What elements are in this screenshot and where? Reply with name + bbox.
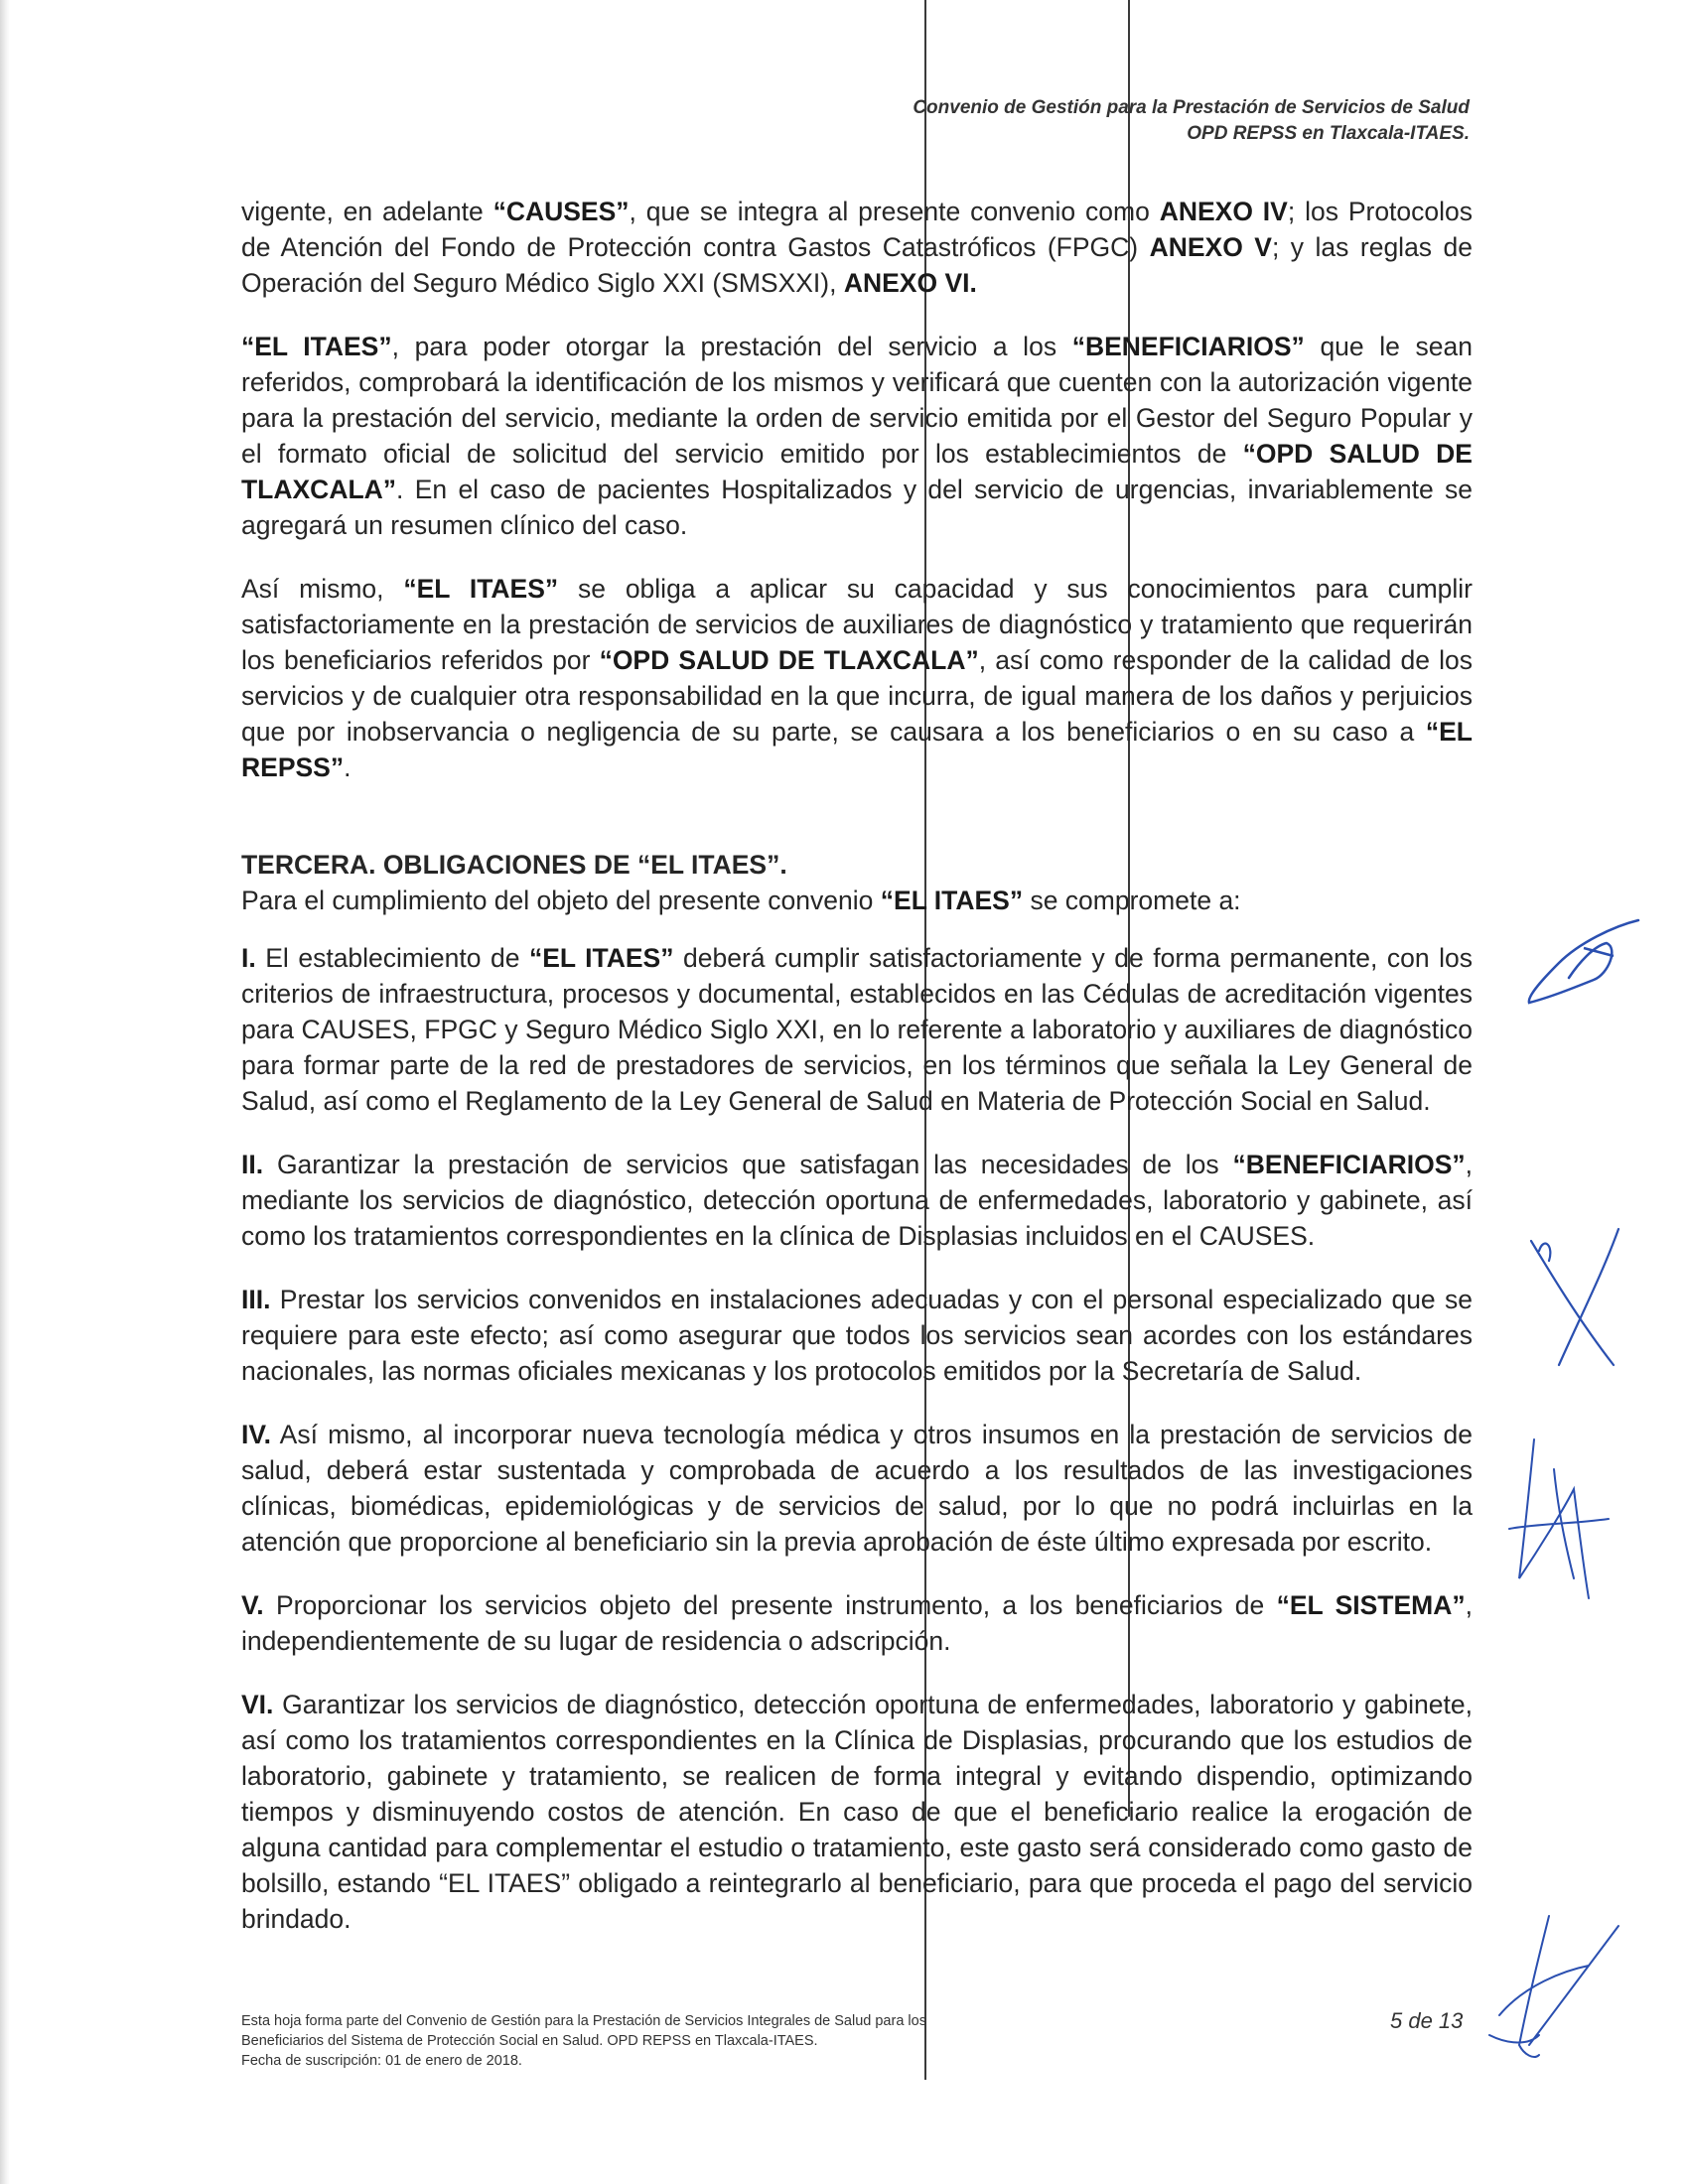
text-run: ; los Protocolos de Atención del Fondo de Protección contra Gastos Catastróficos (FPGC) — [241, 197, 1474, 262]
item-numeral: V. — [241, 1590, 264, 1620]
section-lead — [241, 883, 1473, 918]
item-numeral: IV. — [241, 1420, 271, 1449]
text-run: se compromete a: — [1023, 886, 1241, 915]
header-title: Convenio de Gestión para la Prestación de Servicios de Salud — [913, 97, 1470, 118]
section-heading: TERCERA. OBLIGACIONES DE “EL ITAES”. — [241, 850, 787, 880]
bold-run: “OPD SALUD DE TLAXCALA” — [241, 439, 1473, 504]
text-run: deberá cumplir satisfactoriamente y de forma permanente, con los criterios de infraestructura, procesos y documental, establecidos en las Cédulas de acreditación vigentes para CAUSES, FPGC y Seguro Médico Siglo XXI, en lo referente a laboratorio y auxiliares de diagnóstico para formar parte de la red de prestadores de servicios, en los términos que señala la Ley General de Salud, así como el Reglamento de la Ley General de Salud en Materia de Protección Social en Salud. — [241, 943, 1473, 1116]
footer-line: Beneficiarios del Sistema de Protección Social en Salud. OPD REPSS en Tlaxcala-ITAES. — [241, 2033, 818, 2049]
initials-signature-1 — [1519, 908, 1648, 1008]
text-run: Así mismo, al incorporar nueva tecnología médica y otros insumos en la prestación de servicios de salud, deberá estar sustentada y comprobada de acuerdo a los resultados de las investigaciones clínicas, biomédicas, epidemiológicas y de servicios de salud, por lo que no podrá incluirlas en la atención que proporcione al beneficiario sin la previa aprobación de éste último expresada por escrito. — [241, 1420, 1473, 1557]
bold-run: “EL ITAES” — [403, 574, 559, 604]
text-run: vigente, en adelante — [241, 197, 493, 226]
paragraph-causes — [241, 194, 1473, 301]
text-run: Proporcionar los servicios objeto del presente instrumento, a los beneficiarios de — [263, 1590, 1277, 1620]
initials-signature-3 — [1494, 1430, 1623, 1608]
text-run: , que se integra al presente convenio como — [629, 197, 1160, 226]
bold-run: “EL ITAES” — [529, 943, 674, 973]
header-subtitle: OPD REPSS en Tlaxcala-ITAES. — [1187, 123, 1470, 144]
bold-run: “CAUSES” — [492, 197, 630, 226]
bold-run: ANEXO V — [1149, 232, 1272, 262]
scan-edge-shadow — [0, 0, 10, 2184]
page-number: 5 de 13 — [1390, 2008, 1464, 2033]
bold-run: “OPD SALUD DE TLAXCALA” — [599, 645, 979, 675]
paragraph-asi-mismo — [241, 571, 1473, 785]
item-numeral: I. — [241, 943, 256, 973]
bold-run: “BENEFICIARIOS” — [1232, 1150, 1466, 1179]
text-run: Para el cumplimiento del objeto del presente convenio — [241, 886, 881, 915]
bold-run: “EL REPSS” — [241, 717, 1473, 782]
obligation-item-vi — [241, 1687, 1473, 1937]
text-run: ; y las reglas de Operación del Seguro Médico Siglo XXI (SMSXXI), — [241, 232, 1474, 298]
text-run: se obliga a aplicar su capacidad y sus conocimientos para cumplir satisfactoriamente en la prestación de servicios de auxiliares de diagnóstico y tratamiento que requerirán los beneficiarios referidos por — [241, 574, 1473, 675]
paragraph-itaes-beneficiarios — [241, 329, 1473, 543]
text-run: , para poder otorgar la prestación del servicio a los — [391, 332, 1072, 361]
footer-line: Esta hoja forma parte del Convenio de Gestión para la Prestación de Servicios Integrales de Salud para los — [241, 2013, 926, 2029]
obligation-item-iv — [241, 1417, 1473, 1560]
obligation-item-iii — [241, 1282, 1473, 1389]
text-run: , así como responder de la calidad de los servicios y de cualquier otra responsabilidad en la que incurra, de igual manera de los daños y perjuicios que por inobservancia o negligencia de su parte, se causara a los beneficiarios o en su caso a — [241, 645, 1473, 747]
text-run: Así mismo, — [241, 574, 404, 604]
initials-signature-2 — [1519, 1221, 1638, 1370]
obligation-item-ii — [241, 1147, 1473, 1254]
text-run: Garantizar los servicios de diagnóstico, detección oportuna de enfermedades, laboratorio y gabinete, así como los tratamientos correspondientes en la Clínica de Displasias, procurando que los estudios de laboratorio, gabinete y tratamiento, se realicen de forma integral y evitando dispendio, optimizando tiempos y disminuyendo costos de atención. En caso de que el beneficiario realice la erogación de alguna cantidad para complementar el estudio o tratamiento, este gasto será considerado como gasto de bolsillo, estando “EL ITAES” obligado a reintegrarlo al beneficiario, para que proceda el pago del servicio brindado. — [241, 1690, 1473, 1934]
text-run: , independientemente de su lugar de residencia o adscripción. — [241, 1590, 1473, 1656]
text-run: El establecimiento de — [255, 943, 529, 973]
bold-run: “BENEFICIARIOS” — [1071, 332, 1305, 361]
page-header — [913, 95, 1470, 147]
item-numeral: VI. — [241, 1690, 274, 1719]
document-body — [241, 194, 1473, 1965]
bold-run: ANEXO IV — [1159, 197, 1288, 226]
bold-run: “EL SISTEMA” — [1276, 1590, 1466, 1620]
bold-run: ANEXO VI. — [843, 268, 977, 298]
text-run: . En el caso de pacientes Hospitalizados y del servicio de urgencias, invariablemente se agregará un resumen clínico del caso. — [241, 475, 1473, 540]
item-numeral: II. — [241, 1150, 264, 1179]
obligation-item-v — [241, 1587, 1473, 1659]
text-run: Prestar los servicios convenidos en instalaciones adecuadas y con el personal especializado que se requiere para este efecto; así como asegurar que todos los servicios sean acordes con los estándares nacionales, las normas oficiales mexicanas y los protocolos emitidos por la Secretaría de Salud. — [241, 1285, 1473, 1386]
text-run: . — [344, 752, 352, 782]
text-run: que le sean referidos, comprobará la identificación de los mismos y verificará que cuenten con la autorización vigente para la prestación del servicio, mediante la orden de servicio emitida por el Gestor del Seguro Popular y el formato oficial de solicitud del servicio emitido por los establecimientos de — [241, 332, 1473, 469]
text-run: Garantizar la prestación de servicios que satisfagan las necesidades de los — [263, 1150, 1233, 1179]
item-numeral: III. — [241, 1285, 271, 1314]
footer-date: Fecha de suscripción: 01 de enero de 2018. — [241, 2053, 522, 2069]
obligation-item-i — [241, 940, 1473, 1119]
page-footer — [241, 2011, 1016, 2071]
text-run: , mediante los servicios de diagnóstico, detección oportuna de enfermedades, laboratorio y gabinete, así como los tratamientos correspondientes en la clínica de Displasias incluidos en el CAUSES. — [241, 1150, 1473, 1251]
initials-signature-4 — [1470, 1896, 1628, 2065]
bold-run: “EL ITAES” — [880, 886, 1024, 915]
bold-run: “EL ITAES” — [241, 332, 392, 361]
